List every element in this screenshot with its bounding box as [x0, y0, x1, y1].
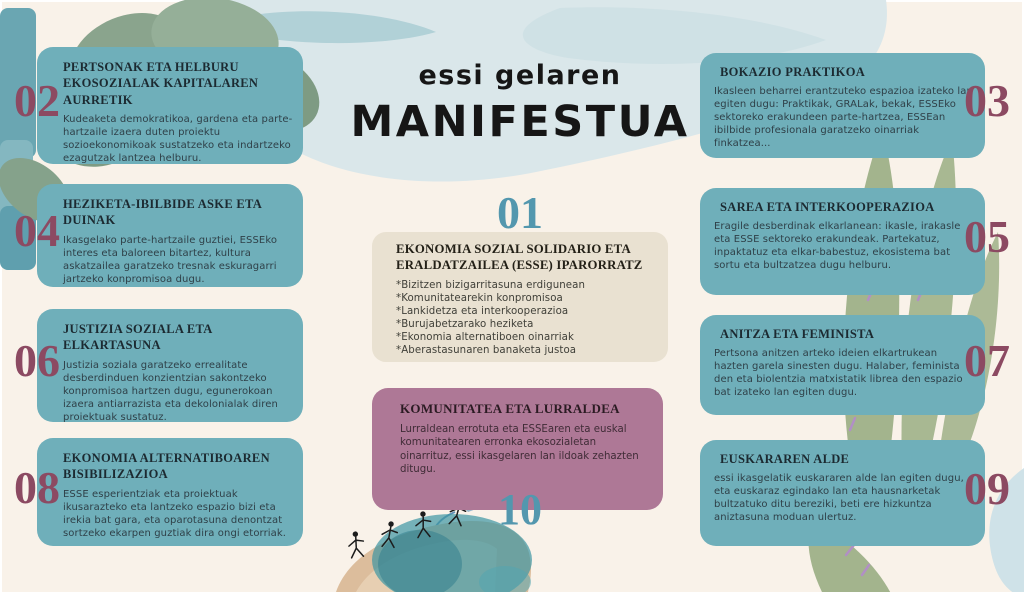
- card-07-number: 07: [964, 335, 1010, 386]
- card-09-number: 09: [964, 463, 1010, 514]
- compass-item: *Lankidetza eta interkooperazioa: [396, 305, 569, 317]
- card-04-number: 04: [14, 205, 60, 256]
- card-07-title: ANITZA ETA FEMINISTA: [720, 327, 875, 341]
- poster-header: [350, 60, 690, 147]
- card-02-body: Kudeaketa demokratikoa, gardena eta parte-hartzaile izaera duten proiektu sozioekonomikoak sustatzeko eta indartzeko ezagutzak lantzea helburu.: [63, 113, 293, 164]
- card-08-body: ESSE esperientziak eta proiektuak ikusarazteko eta lantzeko espazio bizi eta irekia bat gara, eta oparotasuna denontzat sortzeko ekarpen guztiak dira ongi etorriak.: [63, 488, 287, 539]
- compass-item: *Burujabetzarako heziketa: [396, 318, 534, 330]
- card-06-body: Justizia soziala garatzeko errealitate desberdinduen konzientzian sakontzeko konpromisoa hartzen dugu, egunerokoan izaera antiarrazista eta dekolonialak diren proiektuak sustatuz.: [63, 359, 278, 423]
- card-04-title: HEZIKETA-IBILBIDE ASKE ETA DUINAK: [63, 197, 262, 228]
- compass-title: EKONOMIA SOZIAL SOLIDARIO ETA ERALDATZAILEA (ESSE) IPARORRATZ: [396, 242, 643, 273]
- community-body: Lurraldean errotuta eta ESSEaren eta euskal komunitatearen erronka ekosozialetan oinarrituz, essi ikasgelaren lan ildoak zehazten ditugu.: [400, 424, 639, 476]
- bottom-margin: [0, 592, 1024, 605]
- compass-item: *Bizitzen bizigarritasuna erdigunean: [396, 279, 586, 291]
- card-03-number: 03: [964, 75, 1010, 126]
- card-04-body: Ikasgelako parte-hartzaile guztiei, ESSEko interes eta baloreen bitartez, kultura askatzailea garatzeko tresnak eskuragarri jartzeko konpromisoa dugu.: [63, 234, 278, 285]
- card-06-title: JUSTIZIA SOZIALA ETA ELKARTASUNA: [63, 322, 212, 353]
- card-06: [37, 309, 303, 422]
- card-03-title: BOKAZIO PRAKTIKOA: [720, 65, 866, 79]
- card-04: [37, 184, 303, 287]
- card-08-title: EKONOMIA ALTERNATIBOAREN BISIBILIZAZIOA: [63, 451, 270, 482]
- compass-item: *Aberastasunaren banaketa justoa: [396, 344, 577, 356]
- card-05: [700, 188, 985, 295]
- card-05-number: 05: [964, 211, 1010, 262]
- card-02-number: 02: [14, 75, 60, 126]
- card-09-body: essi ikasgelatik euskararen alde lan egiten dugu, eta euskaraz egindako lan eta hausnarketak bultzatuko ditu bereziki, beti ere hizkuntza aniztasuna moduan ulertuz.: [714, 473, 964, 524]
- poster-title: MANIFESTUA: [350, 97, 690, 147]
- poster-subtitle: essi gelaren: [418, 60, 622, 91]
- compass-item: *Ekonomia alternatiboen oinarriak: [396, 331, 574, 343]
- center-number-01: 01: [497, 187, 543, 238]
- card-05-title: SAREA ETA INTERKOOPERAZIOA: [720, 200, 935, 214]
- card-09-title: EUSKARAREN ALDE: [720, 452, 850, 466]
- card-08-number: 08: [14, 462, 60, 513]
- compass-card: [372, 232, 668, 362]
- card-08: [37, 438, 303, 546]
- plant-illustration: [844, 128, 999, 470]
- community-title: KOMUNITATEA ETA LURRALDEA: [400, 401, 620, 416]
- card-02-title: PERTSONAK ETA HELBURU EKOSOZIALAK KAPITALAREN AURRETIK: [63, 60, 259, 107]
- card-09: [700, 440, 985, 546]
- center-number-10: 10: [498, 485, 542, 534]
- card-07-body: Pertsona anitzen arteko ideien elkartrukean hazten garela sinesten dugu. Halaber, feminista den eta biolentzia matxistatik librea den espazio bat izateko lan egiten dugu.: [714, 348, 963, 399]
- card-02: [37, 47, 303, 164]
- card-06-number: 06: [14, 335, 60, 386]
- compass-item: *Komunitatearekin konpromisoa: [396, 292, 563, 304]
- card-07: [700, 315, 985, 415]
- card-03: [700, 53, 985, 158]
- card-05-body: Eragile desberdinak elkarlanean: ikasle, irakasle eta ESSE sektoreko erakundeak. Partekatuz, inpaktatuz eta elkar-babestuz, ekosistema bat sortu eta bultzatzea dugu helburu.: [714, 221, 961, 272]
- card-03-body: Ikasleen beharrei erantzuteko espazioa izateko lan egiten dugu: Praktikak, GRALak, bekak, ESSEko sektoreko erakundeen parte-hartzea, ESSEan ibilbide profesionala garatzeko oinarriak finkatzea...: [714, 86, 973, 150]
